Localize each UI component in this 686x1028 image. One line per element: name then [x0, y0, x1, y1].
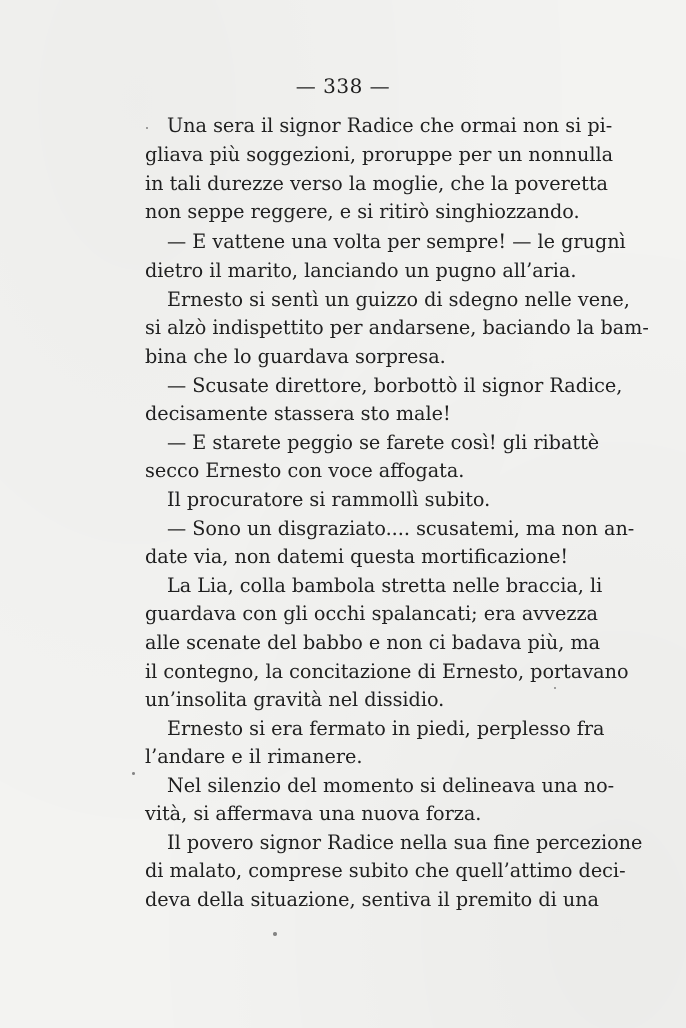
text-line: deva della situazione, sentiva il premito di una	[145, 888, 599, 911]
text-line: guardava con gli occhi spalancati; era avvezza	[145, 602, 598, 625]
page-number: — 338 —	[295, 74, 391, 98]
text-line: Nel silenzio del momento si delineava una no-	[167, 774, 615, 797]
text-line: si alzò indispettito per andarsene, baciando la bam-	[145, 316, 649, 339]
text-line: La Lia, colla bambola stretta nelle braccia, li	[167, 574, 603, 597]
text-line: decisamente stassera sto male!	[145, 402, 451, 425]
text-line: — Scusate direttore, borbottò il signor Radice,	[167, 374, 623, 397]
text-line: Una sera il signor Radice che ormai non si pi-	[167, 114, 613, 137]
text-line: alle scenate del babbo e non ci badava più, ma	[145, 631, 601, 654]
text-line: non seppe reggere, e si ritirò singhiozzando.	[145, 200, 580, 223]
text-line: Ernesto si sentì un guizzo di sdegno nelle vene,	[167, 288, 630, 311]
text-line: — E vattene una volta per sempre! — le grugnì	[167, 230, 626, 253]
text-line: il contegno, la concitazione di Ernesto, portavano	[145, 660, 629, 683]
paper-speck	[132, 772, 135, 775]
text-line: di malato, comprese subito che quell’attimo deci-	[145, 859, 626, 882]
paper-speck	[554, 687, 556, 689]
text-line: vità, si affermava una nuova forza.	[145, 802, 482, 825]
text-line: gliava più soggezioni, proruppe per un nonnulla	[145, 143, 614, 166]
text-line: un’insolita gravità nel dissidio.	[145, 688, 445, 711]
text-line: date via, non datemi questa mortificazione!	[145, 545, 569, 568]
text-line: Il procuratore si rammollì subito.	[167, 488, 491, 511]
text-line: Il povero signor Radice nella sua fine percezione	[167, 831, 643, 854]
text-line: — E starete peggio se farete così! gli ribattè	[167, 431, 600, 454]
paper-speck	[146, 127, 148, 129]
text-line: l’andare e il rimanere.	[145, 745, 363, 768]
text-line: secco Ernesto con voce affogata.	[145, 459, 465, 482]
text-line: — Sono un disgraziato.... scusatemi, ma non an-	[167, 517, 635, 540]
paper-speck	[273, 932, 277, 936]
text-line: Ernesto si era fermato in piedi, perplesso fra	[167, 717, 605, 740]
text-line: bina che lo guardava sorpresa.	[145, 345, 446, 368]
text-line: dietro il marito, lanciando un pugno all’aria.	[145, 259, 577, 282]
text-line: in tali durezze verso la moglie, che la poveretta	[145, 172, 609, 195]
